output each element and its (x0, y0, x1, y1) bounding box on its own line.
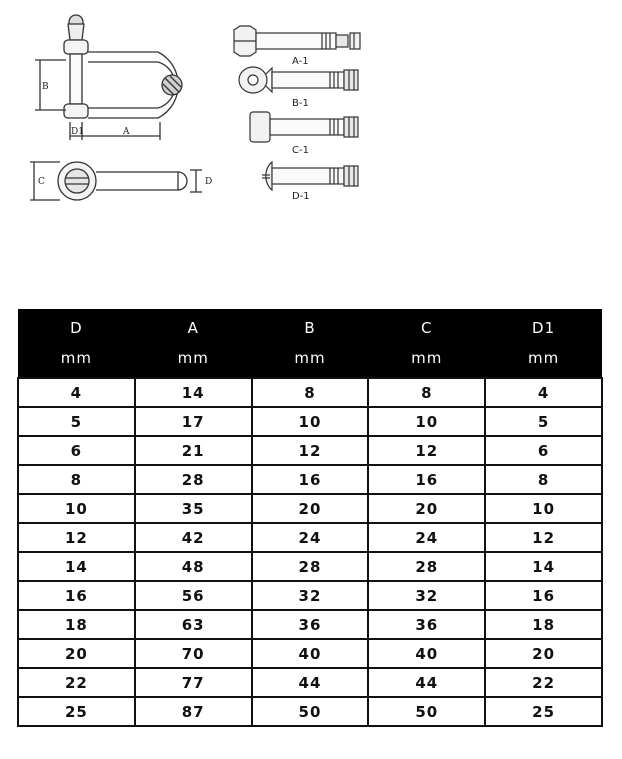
table-cell: 8 (18, 465, 135, 494)
table-row (18, 639, 602, 668)
label-b: B (42, 82, 49, 92)
unit-c: mm (368, 343, 485, 378)
table-cell: 12 (252, 436, 369, 465)
unit-a: mm (135, 343, 252, 378)
table-cell: 16 (368, 465, 485, 494)
shackle-side-view (35, 15, 182, 140)
table-row (18, 668, 602, 697)
table-cell: 40 (368, 639, 485, 668)
table-cell: 36 (252, 610, 369, 639)
table-cell: 8 (252, 378, 369, 407)
header-a: A (135, 309, 252, 343)
table-row (18, 581, 602, 610)
table-row (18, 610, 602, 639)
table-row (18, 523, 602, 552)
table-cell: 12 (18, 523, 135, 552)
table-cell: 22 (18, 668, 135, 697)
table-cell: 36 (368, 610, 485, 639)
bolt-a1-drawing (234, 26, 360, 56)
label-c: C (38, 177, 45, 187)
table-cell: 12 (368, 436, 485, 465)
table-cell: 16 (18, 581, 135, 610)
table-cell: 5 (18, 407, 135, 436)
shackle-top-view (30, 162, 202, 200)
dimension-table (17, 309, 603, 727)
table-cell: 35 (135, 494, 252, 523)
table-cell: 56 (135, 581, 252, 610)
table-cell: 8 (368, 378, 485, 407)
table-cell: 16 (485, 581, 602, 610)
table-cell: 28 (252, 552, 369, 581)
bolt-d1-drawing (262, 162, 358, 190)
table-cell: 14 (135, 378, 252, 407)
table-row (18, 378, 602, 407)
table-row (18, 407, 602, 436)
table-cell: 42 (135, 523, 252, 552)
header-row-units (18, 343, 602, 378)
bolt-label-b1: B-1 (292, 98, 309, 109)
table-cell: 12 (485, 523, 602, 552)
table-cell: 25 (485, 697, 602, 726)
unit-b: mm (252, 343, 369, 378)
table-cell: 28 (135, 465, 252, 494)
bolt-b1-drawing (239, 67, 358, 93)
header-d: D (18, 309, 135, 343)
table-cell: 77 (135, 668, 252, 697)
header-c: C (368, 309, 485, 343)
label-d1: D1 (71, 127, 84, 137)
technical-drawing (0, 0, 622, 230)
table-cell: 16 (252, 465, 369, 494)
table-cell: 70 (135, 639, 252, 668)
header-b: B (252, 309, 369, 343)
table-cell: 10 (252, 407, 369, 436)
table-cell: 44 (368, 668, 485, 697)
table-cell: 14 (18, 552, 135, 581)
table-cell: 5 (485, 407, 602, 436)
table-body (18, 378, 602, 726)
header-row-names (18, 309, 602, 343)
table-cell: 17 (135, 407, 252, 436)
table-cell: 87 (135, 697, 252, 726)
table-cell: 50 (252, 697, 369, 726)
table-row (18, 494, 602, 523)
table-cell: 20 (368, 494, 485, 523)
table-cell: 24 (252, 523, 369, 552)
table-cell: 63 (135, 610, 252, 639)
table-cell: 28 (368, 552, 485, 581)
table-cell: 21 (135, 436, 252, 465)
table-row (18, 697, 602, 726)
shackle-diagram (0, 0, 622, 230)
table-cell: 20 (18, 639, 135, 668)
table-cell: 24 (368, 523, 485, 552)
bolt-c1-drawing (250, 112, 358, 142)
table-cell: 4 (485, 378, 602, 407)
table-cell: 50 (368, 697, 485, 726)
table-cell: 10 (485, 494, 602, 523)
table-cell: 14 (485, 552, 602, 581)
label-d: D (205, 177, 213, 187)
table-cell: 32 (252, 581, 369, 610)
header-d1: D1 (485, 309, 602, 343)
bolt-label-a1: A-1 (292, 56, 309, 67)
bolt-label-c1: C-1 (292, 145, 309, 156)
table-cell: 10 (368, 407, 485, 436)
table-cell: 22 (485, 668, 602, 697)
table-cell: 8 (485, 465, 602, 494)
label-a: A (123, 127, 130, 137)
table-cell: 10 (18, 494, 135, 523)
table-row (18, 436, 602, 465)
table-cell: 40 (252, 639, 369, 668)
table-row (18, 552, 602, 581)
table-cell: 18 (18, 610, 135, 639)
table-cell: 48 (135, 552, 252, 581)
table-cell: 32 (368, 581, 485, 610)
table-cell: 25 (18, 697, 135, 726)
table-cell: 20 (485, 639, 602, 668)
unit-d: mm (18, 343, 135, 378)
table-cell: 18 (485, 610, 602, 639)
unit-d1: mm (485, 343, 602, 378)
table-cell: 20 (252, 494, 369, 523)
bolt-label-d1: D-1 (292, 191, 310, 202)
table-cell: 6 (485, 436, 602, 465)
table-cell: 44 (252, 668, 369, 697)
table-cell: 6 (18, 436, 135, 465)
table-cell: 4 (18, 378, 135, 407)
table-row (18, 465, 602, 494)
